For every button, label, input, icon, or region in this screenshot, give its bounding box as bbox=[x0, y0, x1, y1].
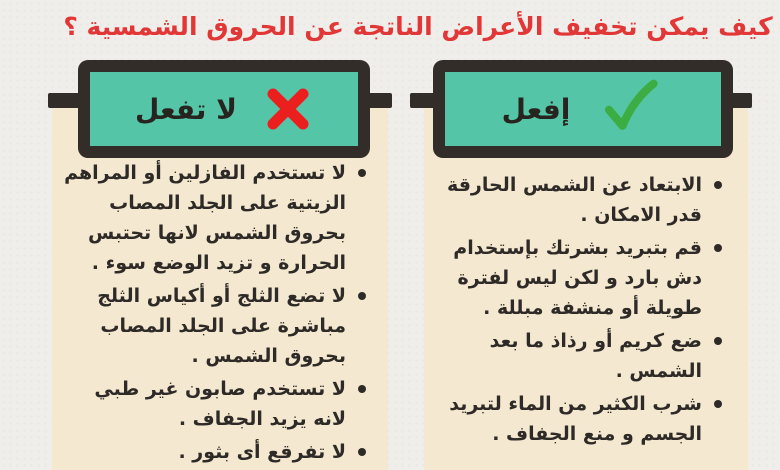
bullet-dot-icon bbox=[714, 181, 722, 189]
dont-header bbox=[78, 60, 370, 158]
do-list bbox=[424, 108, 748, 449]
list-item bbox=[438, 170, 722, 230]
do-panel bbox=[424, 108, 748, 470]
list-item bbox=[438, 233, 722, 323]
bullet-dot-icon bbox=[358, 292, 366, 300]
list-item bbox=[62, 158, 366, 278]
x-mark-icon bbox=[263, 84, 313, 134]
dont-list bbox=[52, 108, 388, 467]
do-header bbox=[433, 60, 733, 158]
check-mark-icon bbox=[596, 81, 664, 137]
list-item-text: ضع كريم أو رذاذ ما بعد الشمس . bbox=[489, 330, 702, 382]
list-item-text: الابتعاد عن الشمس الحارقة قدر الامكان . bbox=[446, 174, 702, 226]
bullet-dot-icon bbox=[358, 448, 366, 456]
bullet-dot-icon bbox=[714, 244, 722, 252]
do-header-label: إفعل bbox=[501, 92, 571, 126]
bullet-dot-icon bbox=[714, 337, 722, 345]
page-title: كيف يمكن تخفيف الأعراض الناتجة عن الحروق الشمسية ؟ bbox=[63, 12, 773, 41]
list-item-text: شرب الكثير من الماء لتبريد الجسم و منع الجفاف . bbox=[449, 393, 702, 445]
bullet-dot-icon bbox=[358, 169, 366, 177]
list-item-text: قم بتبريد بشرتك بإستخدام دش بارد و لكن ليس لفترة طويلة أو منشفة مبللة . bbox=[453, 237, 702, 319]
list-item bbox=[62, 281, 366, 371]
list-item-text: لا تستخدم صابون غير طبي لانه يزيد الجفاف . bbox=[94, 378, 346, 430]
bullet-dot-icon bbox=[714, 400, 722, 408]
dont-panel bbox=[52, 108, 388, 470]
list-item bbox=[62, 374, 366, 434]
bullet-dot-icon bbox=[358, 385, 366, 393]
list-item bbox=[438, 389, 722, 449]
list-item-text: لا تفرقع أى بثور . bbox=[178, 441, 346, 463]
list-item-text: لا تضع الثلج أو أكياس الثلج مباشرة على الجلد المصاب بحروق الشمس . bbox=[97, 285, 346, 367]
list-item bbox=[62, 437, 366, 467]
dont-header-label: لا تفعل bbox=[134, 92, 238, 126]
list-item-text: لا تستخدم الفازلين أو المراهم الزيتية على الجلد المصاب بحروق الشمس لانها تحتبس الحرارة و تزيد الوضع سوء . bbox=[64, 162, 346, 274]
list-item bbox=[438, 326, 722, 386]
